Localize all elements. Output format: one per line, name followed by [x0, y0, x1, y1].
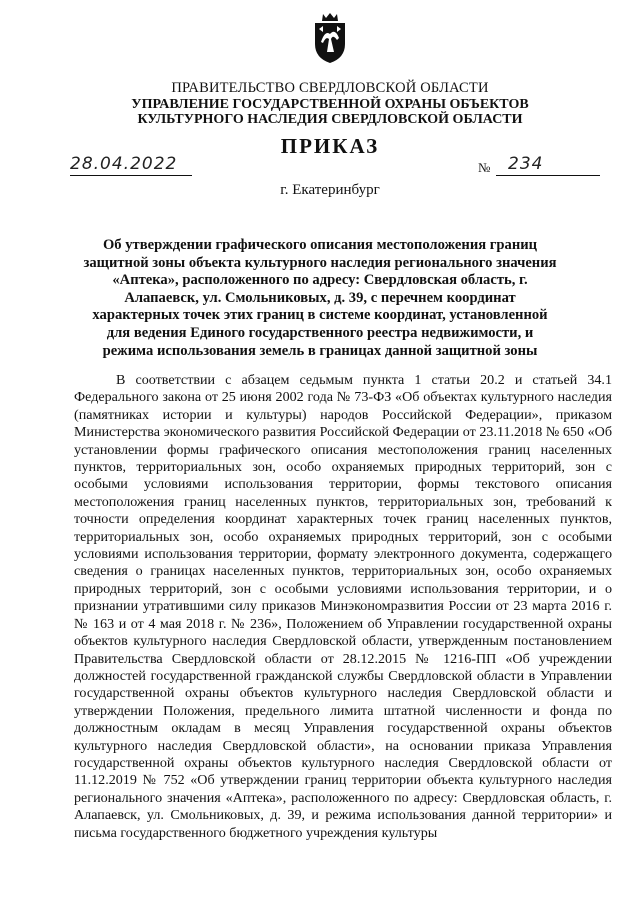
document-type-title: ПРИКАЗ: [280, 134, 380, 158]
number-underline: [496, 174, 600, 176]
body-paragraph: В соответствии с абзацем седьмым пункта 1 статьи 20.2 и статьей 34.1 Федерального закона от 25 июня 2002 года № 73-ФЗ «Об объектах культурного наследия (памятниках истории и культуры) народов Российской Федерации», приказом Министерства экономического развития Российской Федерации от 23.11.2018 № 650 «Об установлении формы графического описания местоположения границ населенных пунктов, территориальных зон, особо охраняемых природных территорий, зон с особыми условиями использования территории, формы текстового описания местоположения границ населенных пунктов, территориальных зон, требований к точности определения координат характерных точек границ населенных пунктов, территориальных зон, особо охраняемых природных территорий, зон с особыми условиями использования территории, формату электронного документа, содержащего сведения о границах населенных пунктов, территориальных зон, особо охраняемых природных территорий, зон с особыми условиями использования территории, и о признании утратившими силу приказов Минэкономразвития России от 23 марта 2016 г. № 163 и от 4 мая 2018 г. № 236», Положением об Управлении государственной охраны объектов культурного наследия Свердловской области, утвержденным постановлением Правительства Свердловской области от 28.12.2015 № 1216-ПП «Об учреждении должностей государственной гражданской службы Свердловской области в Управлении государственной охраны объектов культурного наследия Свердловской области и утверждении Положения, предельного лимита штатной численности и фонда по должностным окладам в месяц Управления государственной охраны объектов культурного наследия Свердловской области», на основании приказа Управления государственной охраны объектов культурного наследия Свердловской области от 11.12.2019 № 752 «Об утверждении границ территории объекта культурного наследия регионального значения «Аптека», расположенного по адресу: Свердловская область, г. Алапаевск, ул. Смольниковых, д. 39, и режима использования данной территории» и письма государственного бюджетного учреждения культуры: [74, 372, 612, 841]
order-date: 28.04.2022: [70, 154, 178, 174]
department-name: УПРАВЛЕНИЕ ГОСУДАРСТВЕННОЙ ОХРАНЫ ОБЪЕКТОВ КУЛЬТУРНОГО НАСЛЕДИЯ СВЕРДЛОВСКОЙ ОБЛАСТИ: [131, 97, 529, 127]
coat-of-arms-icon: [311, 12, 349, 64]
government-name: ПРАВИТЕЛЬСТВО СВЕРДЛОВСКОЙ ОБЛАСТИ: [171, 80, 489, 96]
city: г. Екатеринбург: [280, 182, 380, 198]
order-subject: Об утверждении графического описания местоположения границ защитной зоны объекта культурного наследия регионального значения «Аптека», расположенного по адресу: Свердловская область, г. Алапаевск, ул. Смольниковых, д. 39, с перечнем координат характерных точек этих границ в системе координат, установленной для ведения Единого государственного реестра недвижимости, и режима использования земель в границах данной защитной зоны: [83, 237, 557, 359]
order-number: 234: [508, 154, 544, 174]
date-underline: [70, 174, 192, 176]
number-sign: №: [478, 160, 491, 175]
